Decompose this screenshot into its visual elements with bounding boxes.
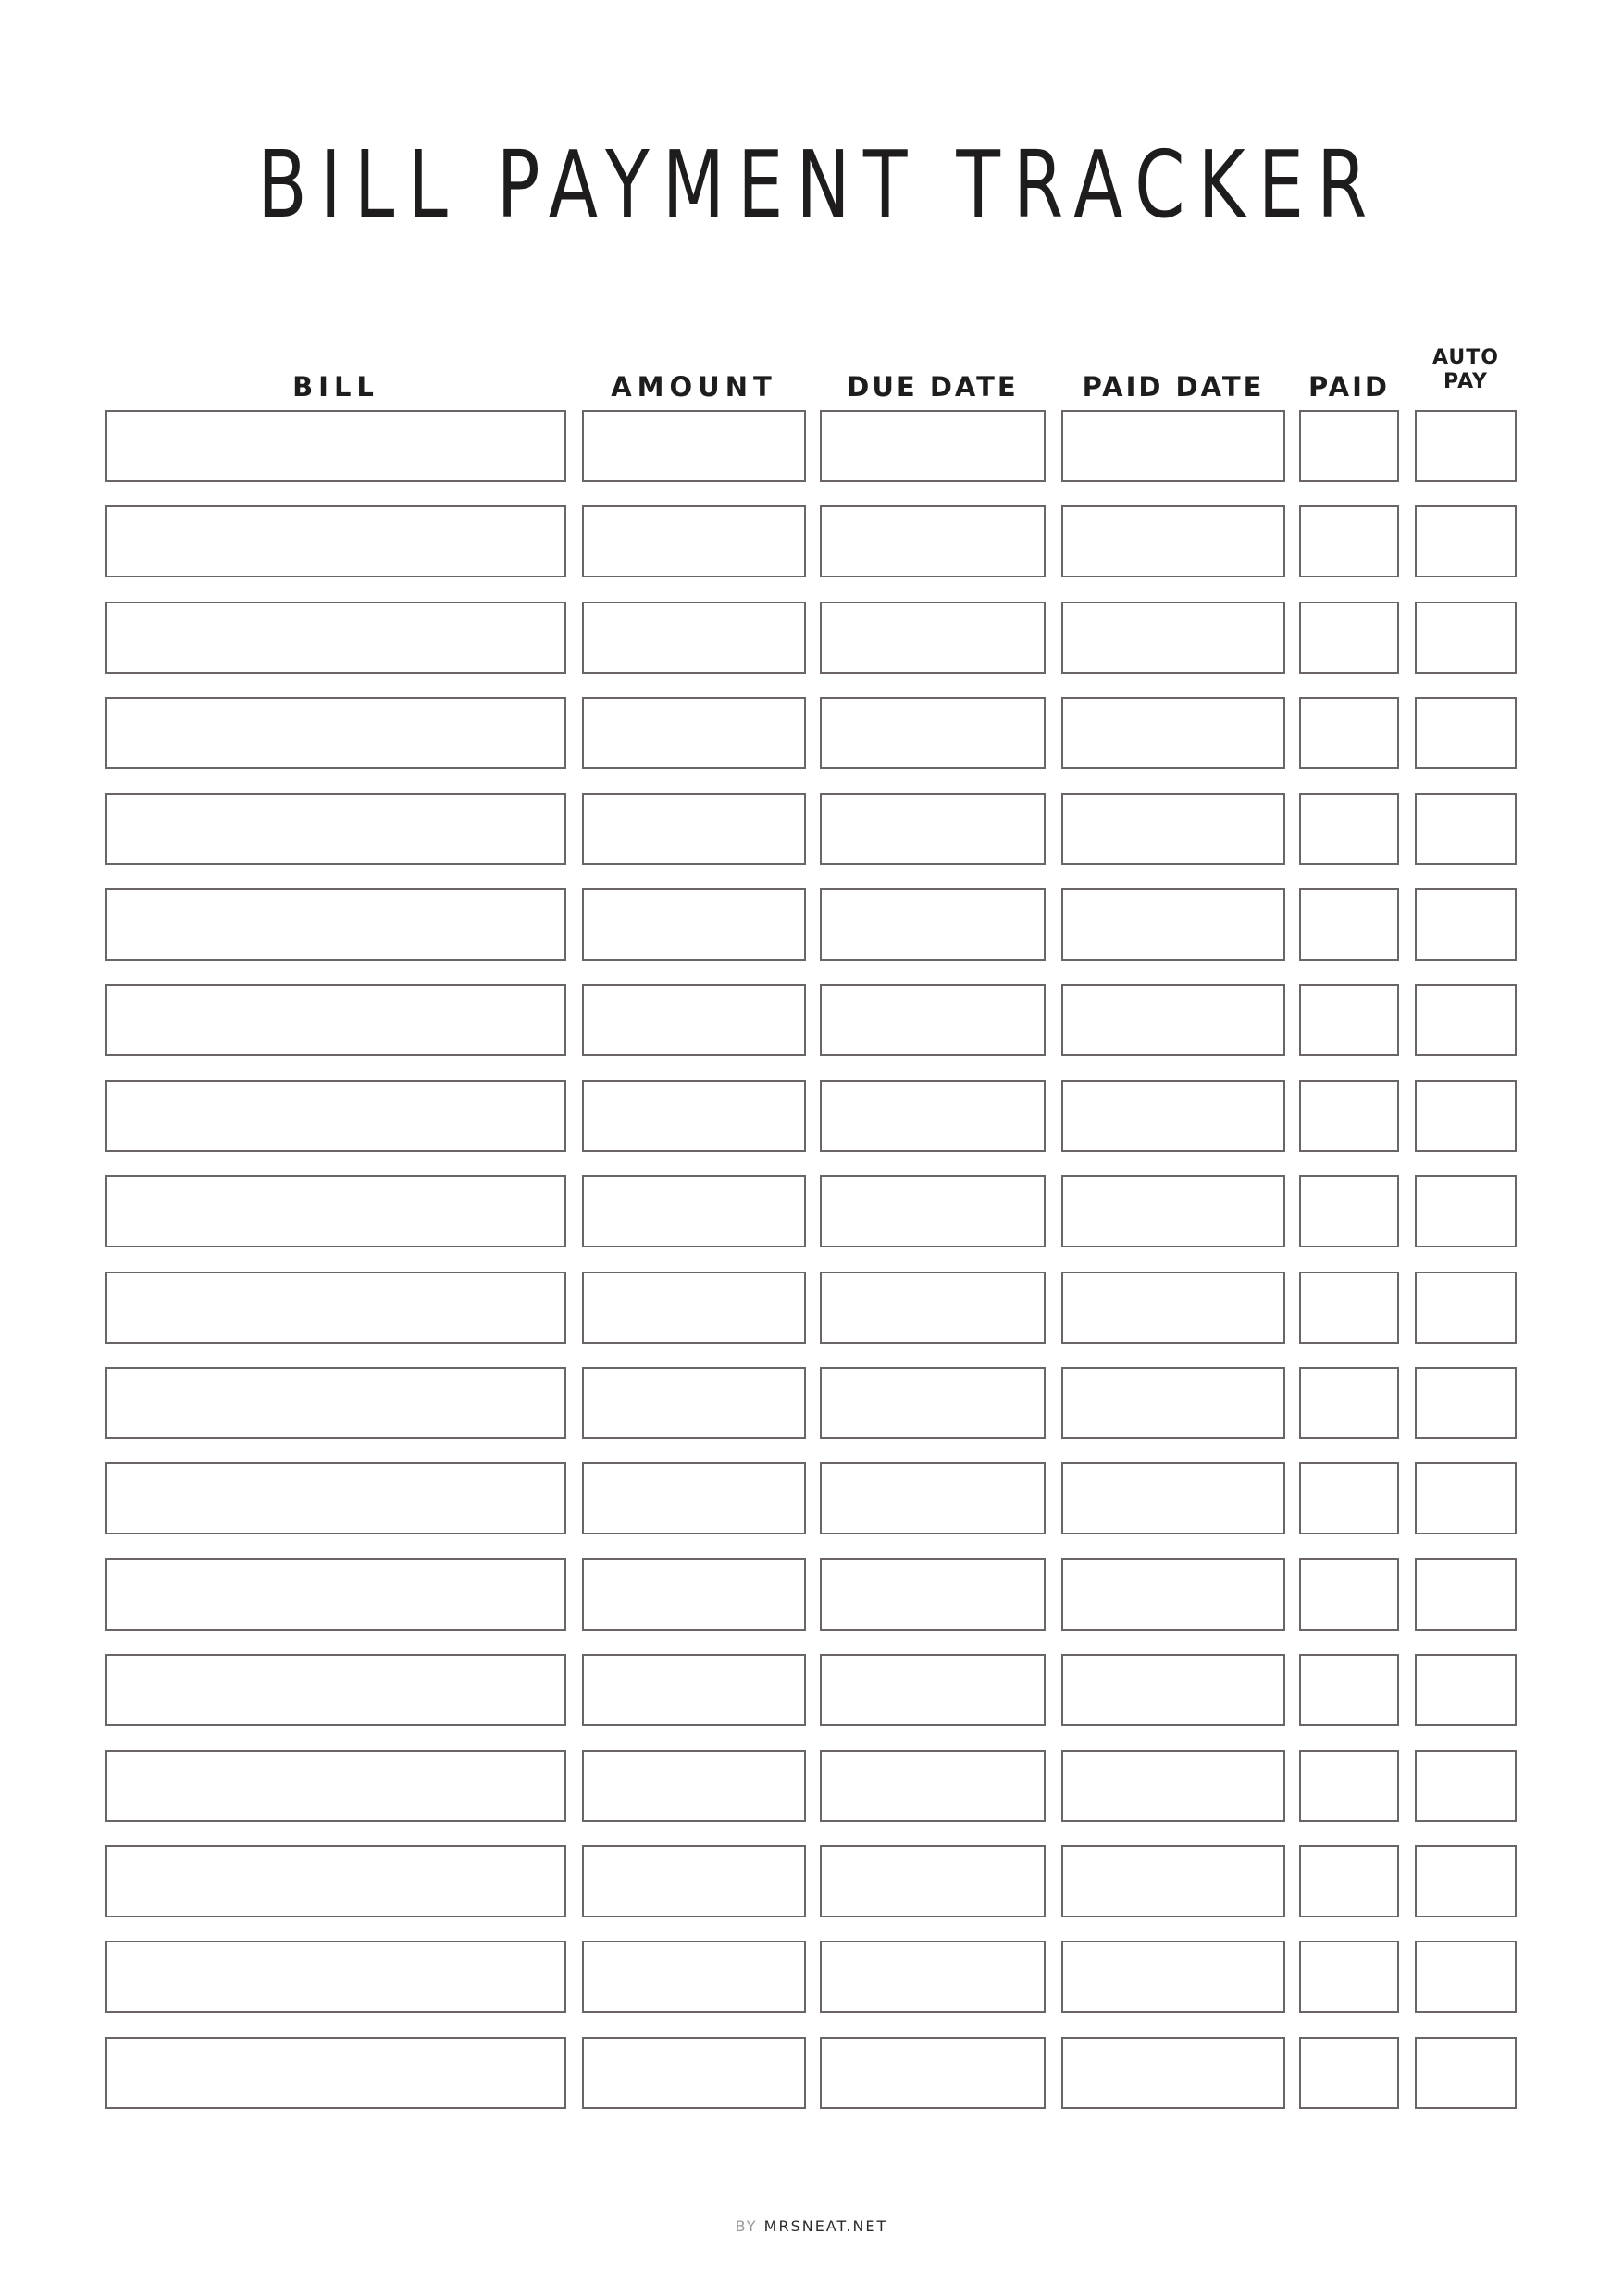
bill-field[interactable] [105, 1175, 566, 1247]
paid-date-field[interactable] [1061, 410, 1285, 482]
amount-field[interactable] [582, 1750, 806, 1822]
due-date-field[interactable] [820, 793, 1046, 865]
table-row [0, 793, 1623, 865]
due-date-field[interactable] [820, 1080, 1046, 1152]
due-date-field[interactable] [820, 505, 1046, 577]
paid-date-field[interactable] [1061, 1654, 1285, 1726]
paid-field[interactable] [1299, 1750, 1399, 1822]
paid-field[interactable] [1299, 410, 1399, 482]
table-row [0, 410, 1623, 482]
due-date-field[interactable] [820, 1750, 1046, 1822]
table-row [0, 1462, 1623, 1534]
table-row [0, 984, 1623, 1056]
due-date-field[interactable] [820, 1558, 1046, 1631]
paid-date-field[interactable] [1061, 2037, 1285, 2109]
table-row [0, 888, 1623, 961]
paid-field[interactable] [1299, 1558, 1399, 1631]
bill-field[interactable] [105, 1750, 566, 1822]
amount-field[interactable] [582, 1941, 806, 2013]
column-header-paid-date: PAID DATE [1082, 371, 1265, 403]
footer-by: BY [735, 2217, 758, 2235]
amount-field[interactable] [582, 793, 806, 865]
amount-field[interactable] [582, 984, 806, 1056]
amount-field[interactable] [582, 410, 806, 482]
paid-date-field[interactable] [1061, 1750, 1285, 1822]
paid-field[interactable] [1299, 1941, 1399, 2013]
amount-field[interactable] [582, 697, 806, 769]
table-row [0, 1272, 1623, 1344]
column-header-amount: AMOUNT [611, 371, 777, 403]
due-date-field[interactable] [820, 984, 1046, 1056]
paid-field[interactable] [1299, 888, 1399, 961]
table-row [0, 602, 1623, 674]
paid-field[interactable] [1299, 1845, 1399, 1917]
bill-field[interactable] [105, 1845, 566, 1917]
table-row [0, 1558, 1623, 1631]
paid-date-field[interactable] [1061, 602, 1285, 674]
paid-field[interactable] [1299, 1080, 1399, 1152]
bill-field[interactable] [105, 1080, 566, 1152]
auto-pay-field[interactable] [1415, 505, 1517, 577]
paid-field[interactable] [1299, 1367, 1399, 1439]
due-date-field[interactable] [820, 697, 1046, 769]
auto-pay-field[interactable] [1415, 1941, 1517, 2013]
paid-date-field[interactable] [1061, 1558, 1285, 1631]
amount-field[interactable] [582, 505, 806, 577]
amount-field[interactable] [582, 1272, 806, 1344]
table-row [0, 505, 1623, 577]
column-header-auto-pay-line1: AUTO [1432, 346, 1499, 369]
amount-field[interactable] [582, 1654, 806, 1726]
auto-pay-field[interactable] [1415, 1462, 1517, 1534]
due-date-field[interactable] [820, 888, 1046, 961]
bill-field[interactable] [105, 505, 566, 577]
paid-field[interactable] [1299, 1175, 1399, 1247]
bill-field[interactable] [105, 697, 566, 769]
paid-field[interactable] [1299, 1272, 1399, 1344]
paid-date-field[interactable] [1061, 1272, 1285, 1344]
bill-field[interactable] [105, 1367, 566, 1439]
paid-date-field[interactable] [1061, 1845, 1285, 1917]
auto-pay-field[interactable] [1415, 1175, 1517, 1247]
paid-date-field[interactable] [1061, 1080, 1285, 1152]
bill-field[interactable] [105, 888, 566, 961]
auto-pay-field[interactable] [1415, 410, 1517, 482]
auto-pay-field[interactable] [1415, 2037, 1517, 2109]
paid-field[interactable] [1299, 505, 1399, 577]
column-header-auto-pay [1415, 346, 1517, 394]
due-date-field[interactable] [820, 1654, 1046, 1726]
amount-field[interactable] [582, 1558, 806, 1631]
amount-field[interactable] [582, 1175, 806, 1247]
auto-pay-field[interactable] [1415, 1558, 1517, 1631]
bill-field[interactable] [105, 1272, 566, 1344]
auto-pay-field[interactable] [1415, 1750, 1517, 1822]
table-row [0, 2037, 1623, 2109]
amount-field[interactable] [582, 602, 806, 674]
amount-field[interactable] [582, 888, 806, 961]
amount-field[interactable] [582, 1462, 806, 1534]
bill-field[interactable] [105, 602, 566, 674]
page-title: BILL PAYMENT TRACKER [257, 130, 1381, 239]
paid-date-field[interactable] [1061, 1941, 1285, 2013]
column-header-due-date: DUE DATE [847, 371, 1019, 403]
table-row [0, 1367, 1623, 1439]
auto-pay-field[interactable] [1415, 1654, 1517, 1726]
paid-date-field[interactable] [1061, 697, 1285, 769]
paid-date-field[interactable] [1061, 888, 1285, 961]
due-date-field[interactable] [820, 602, 1046, 674]
auto-pay-field[interactable] [1415, 793, 1517, 865]
bill-field[interactable] [105, 1654, 566, 1726]
auto-pay-field[interactable] [1415, 984, 1517, 1056]
table-row [0, 1941, 1623, 2013]
paid-date-field[interactable] [1061, 1367, 1285, 1439]
paid-date-field[interactable] [1061, 984, 1285, 1056]
paid-date-field[interactable] [1061, 1462, 1285, 1534]
paid-field[interactable] [1299, 2037, 1399, 2109]
table-row [0, 1175, 1623, 1247]
paid-field[interactable] [1299, 1654, 1399, 1726]
auto-pay-field[interactable] [1415, 1080, 1517, 1152]
amount-field[interactable] [582, 2037, 806, 2109]
bill-field[interactable] [105, 1462, 566, 1534]
table-row [0, 1654, 1623, 1726]
bill-field[interactable] [105, 1941, 566, 2013]
auto-pay-field[interactable] [1415, 1845, 1517, 1917]
due-date-field[interactable] [820, 1175, 1046, 1247]
auto-pay-field[interactable] [1415, 1367, 1517, 1439]
bill-field[interactable] [105, 793, 566, 865]
auto-pay-field[interactable] [1415, 602, 1517, 674]
column-header-bill: BILL [292, 371, 379, 403]
table-row [0, 697, 1623, 769]
footer-credit [0, 2217, 1623, 2235]
table-row [0, 1750, 1623, 1822]
column-header-auto-pay-line2: PAY [1443, 370, 1488, 393]
due-date-field[interactable] [820, 1941, 1046, 2013]
table-row [0, 1845, 1623, 1917]
auto-pay-field[interactable] [1415, 888, 1517, 961]
table-row [0, 1080, 1623, 1152]
bill-field[interactable] [105, 410, 566, 482]
bill-field[interactable] [105, 2037, 566, 2109]
footer-site: MRSNEAT.NET [763, 2217, 888, 2235]
amount-field[interactable] [582, 1367, 806, 1439]
due-date-field[interactable] [820, 1272, 1046, 1344]
bill-field[interactable] [105, 1558, 566, 1631]
column-header-paid: PAID [1308, 371, 1390, 403]
paid-date-field[interactable] [1061, 793, 1285, 865]
auto-pay-field[interactable] [1415, 1272, 1517, 1344]
auto-pay-field[interactable] [1415, 697, 1517, 769]
due-date-field[interactable] [820, 410, 1046, 482]
amount-field[interactable] [582, 1845, 806, 1917]
bill-field[interactable] [105, 984, 566, 1056]
due-date-field[interactable] [820, 2037, 1046, 2109]
due-date-field[interactable] [820, 1462, 1046, 1534]
paid-field[interactable] [1299, 793, 1399, 865]
due-date-field[interactable] [820, 1845, 1046, 1917]
paid-field[interactable] [1299, 1462, 1399, 1534]
paid-field[interactable] [1299, 602, 1399, 674]
paid-field[interactable] [1299, 984, 1399, 1056]
paid-date-field[interactable] [1061, 1175, 1285, 1247]
amount-field[interactable] [582, 1080, 806, 1152]
due-date-field[interactable] [820, 1367, 1046, 1439]
paid-date-field[interactable] [1061, 505, 1285, 577]
paid-field[interactable] [1299, 697, 1399, 769]
